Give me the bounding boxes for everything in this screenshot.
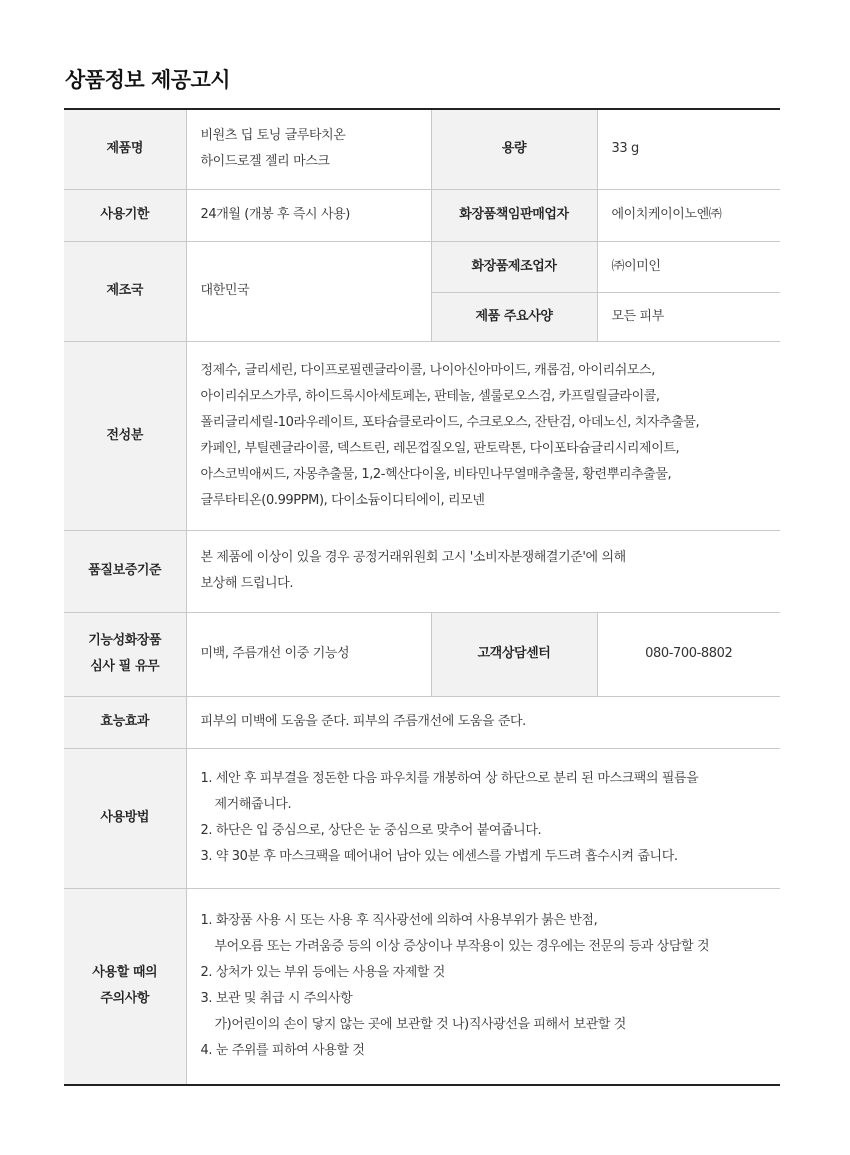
ingredients-line: 글루타티온(0.99PPM), 다이소듐이디티에이, 리모넨 [200, 492, 485, 508]
caution-line: 부어오름 또는 가려움증 등의 이상 증상이나 부작용이 있는 경우에는 전문의 등과 상담할 것 [214, 939, 710, 955]
usage-line: 2. 하단은 입 중심으로, 상단은 눈 중심으로 맞추어 붙여줍니다. [200, 823, 542, 838]
manufacturer-value: ㈜이미인 [597, 241, 780, 292]
row-ingredients [64, 341, 780, 530]
expiry-value: 24개월 (개봉 후 즉시 사용) [186, 189, 431, 241]
ingredients-value [186, 341, 780, 530]
warranty-value [186, 530, 780, 612]
usage-label: 사용방법 [64, 748, 186, 888]
row-caution [64, 888, 780, 1085]
caution-line: 가)어린이의 손이 닿지 않는 곳에 보관할 것 나)직사광선을 피해서 보관할 것 [214, 1017, 626, 1033]
caution-line: 4. 눈 주위를 피하여 사용할 것 [200, 1043, 365, 1059]
spec-value: 모든 피부 [597, 292, 780, 341]
caution-line: 2. 상처가 있는 부위 등에는 사용을 자제할 것 [200, 965, 445, 981]
ingredients-line: 카페인, 부틸렌글라이콜, 덱스트린, 레몬껍질오일, 판토락톤, 다이포타슘글리시리제이트, [200, 440, 680, 456]
spec-label: 제품 주요사양 [431, 292, 597, 341]
product-name-label: 제품명 [64, 109, 186, 189]
ingredients-line: 아스코빅애씨드, 자몽추출물, 1,2-헥산다이올, 비타민나무열매추출물, 황련뿌리추출물, [200, 466, 672, 482]
row-functional [64, 612, 780, 696]
caution-line: 3. 보관 및 취급 시 주의사항 [200, 991, 353, 1007]
usage-value [186, 748, 780, 888]
functional-label [64, 612, 186, 696]
efficacy-value: 피부의 미백에 도움을 준다. 피부의 주름개선에 도움을 준다. [186, 696, 780, 748]
customer-center-value: 080-700-8802 [597, 612, 780, 696]
country-value: 대한민국 [186, 241, 431, 341]
caution-label [64, 888, 186, 1085]
expiry-label: 사용기한 [64, 189, 186, 241]
page-title: 상품정보 제공고시 [65, 68, 231, 92]
seller-value: 에이치케이이노엔㈜ [597, 189, 780, 241]
caution-label-line: 사용할 때의 [92, 965, 158, 981]
product-info-table [64, 108, 780, 1086]
product-name-value [186, 109, 431, 189]
row-usage [64, 748, 780, 888]
seller-label: 화장품책임판매업자 [431, 189, 597, 241]
efficacy-label: 효능효과 [64, 696, 186, 748]
row-efficacy [64, 696, 780, 748]
capacity-value: 33 g [597, 109, 780, 189]
ingredients-label: 전성분 [64, 341, 186, 530]
ingredients-line: 정제수, 글리세린, 다이프로필렌글라이콜, 나이아신아마이드, 캐롭검, 아이리쉬모스, [200, 362, 655, 378]
caution-value [186, 888, 780, 1085]
ingredients-line: 폴리글리세릴-10라우레이트, 포타슘클로라이드, 수크로오스, 잔탄검, 아데노신, 치자추출물, [200, 414, 700, 430]
warranty-line: 보상해 드립니다. [200, 576, 294, 591]
warranty-label: 품질보증기준 [64, 530, 186, 612]
product-name-line: 비원츠 딥 토닝 글루타치온 [200, 128, 346, 144]
row-product-name [64, 109, 780, 189]
usage-line: 제거해줍니다. [214, 797, 292, 812]
row-expiry [64, 189, 780, 241]
country-label: 제조국 [64, 241, 186, 341]
product-name-line: 하이드로겔 젤리 마스크 [200, 154, 330, 170]
capacity-label: 용량 [431, 109, 597, 189]
functional-label-line: 기능성화장품 [88, 633, 162, 648]
caution-label-line: 주의사항 [100, 991, 150, 1007]
caution-line: 1. 화장품 사용 시 또는 사용 후 직사광선에 의하여 사용부위가 붉은 반점, [200, 913, 598, 929]
warranty-line: 본 제품에 이상이 있을 경우 공정거래위원회 고시 '소비자분쟁해결기준'에 의해 [200, 550, 626, 565]
functional-value: 미백, 주름개선 이중 기능성 [186, 612, 431, 696]
manufacturer-label: 화장품제조업자 [431, 241, 597, 292]
usage-line: 3. 약 30분 후 마스크팩을 떼어내어 남아 있는 에센스를 가볍게 두드려 흡수시켜 줍니다. [200, 849, 678, 864]
row-warranty [64, 530, 780, 612]
functional-label-line: 심사 필 유무 [90, 659, 160, 674]
row-manufacturer [64, 241, 780, 292]
ingredients-line: 아이리쉬모스가루, 하이드록시아세토페논, 판테놀, 셀룰로오스검, 카프릴릴글라이콜, [200, 388, 660, 404]
usage-line: 1. 세안 후 피부결을 정돈한 다음 파우치를 개봉하여 상 하단으로 분리 된 마스크팩의 필름을 [200, 771, 699, 786]
customer-center-label: 고객상담센터 [431, 612, 597, 696]
